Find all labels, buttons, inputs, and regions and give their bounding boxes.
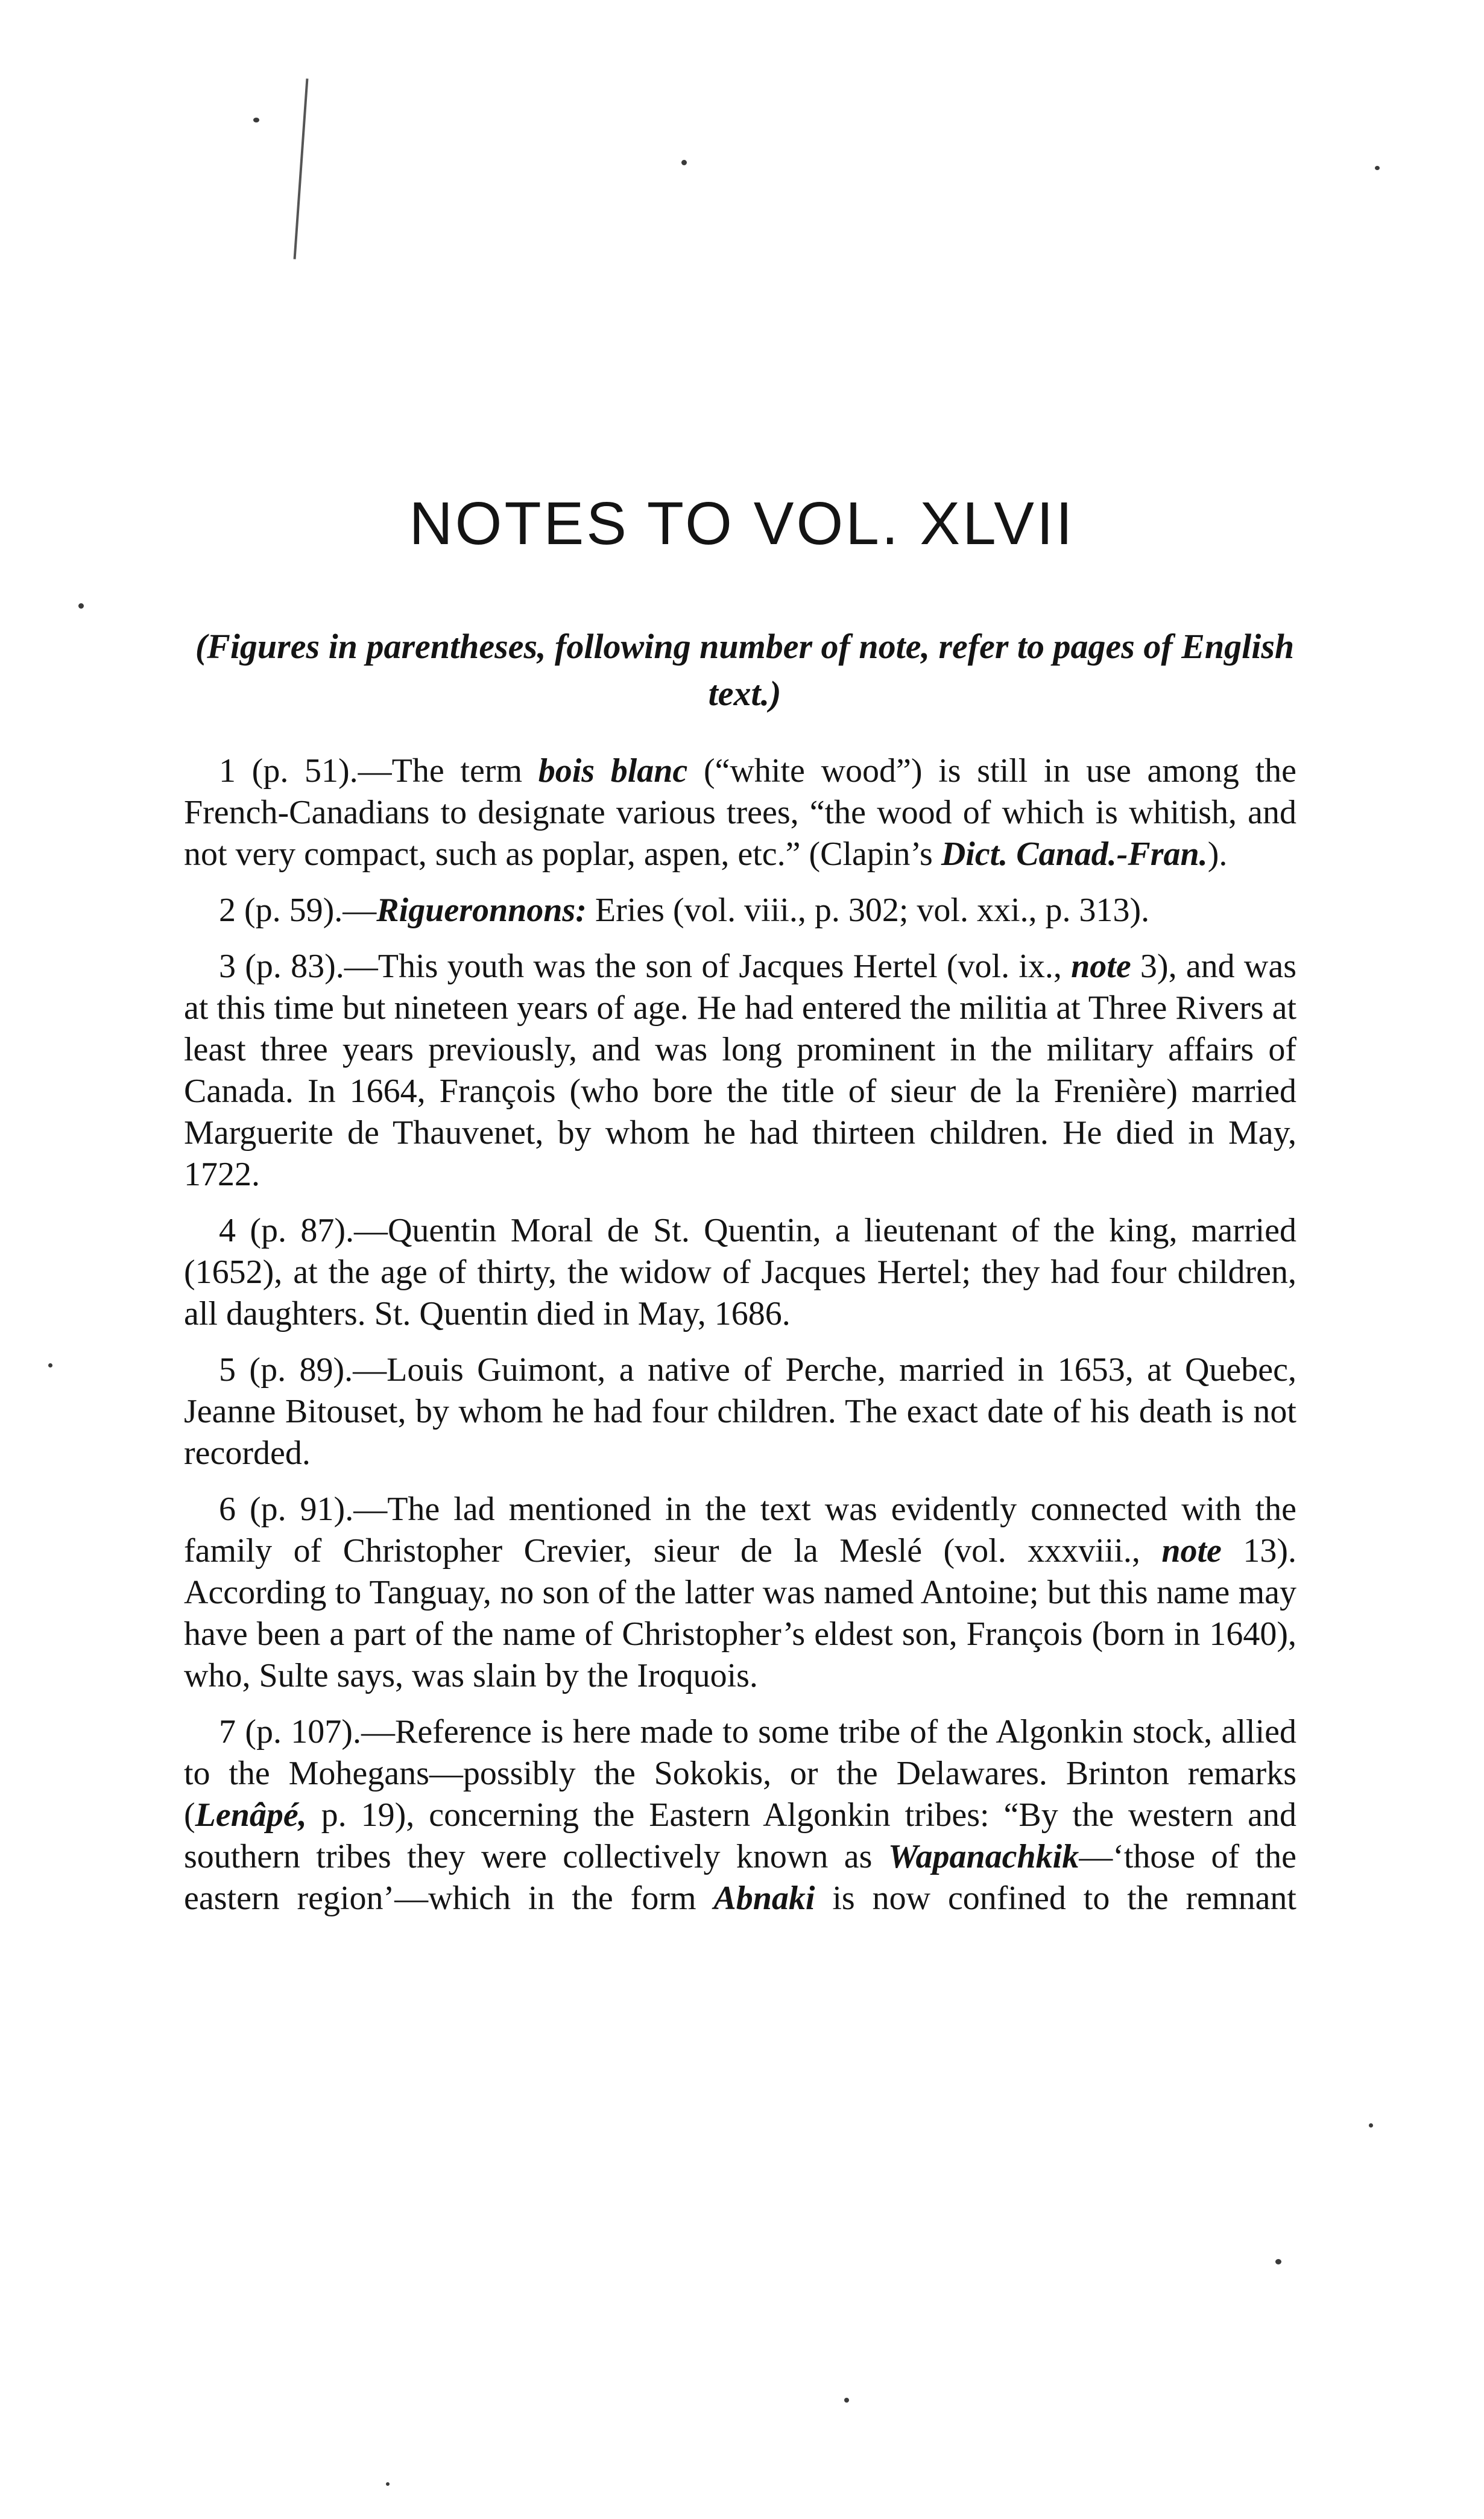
note-text: —‘those of the eastern region’—which in the form [184,1838,1296,1917]
note-text: 13). According to Tanguay, no son of the latter was named Antoine; but this name may have been a part of the name of Christopher’s eldest son, François (born in 1640), who, Sulte says, was slain by the Iroquois. [184,1532,1296,1694]
notes-list [184,750,1296,1934]
scan-speck [253,118,259,122]
note-italic-text: Dict. Canad.-Fran. [941,835,1208,873]
page-title: NOTES TO VOL. XLVII [409,490,1075,557]
note-text: is now confined to the remnant [815,1880,1296,1917]
scan-speck [681,160,687,165]
scan-speck [844,2398,849,2403]
note-number: 2 (p. 59).— [219,892,377,929]
note-paragraph [184,1711,1296,1919]
page-subtitle: (Figures in parentheses, following number of note, refer to pages of English text.) [195,627,1295,713]
note-italic-text: note [1071,948,1131,985]
scan-speck [1375,166,1380,170]
note-paragraph [184,1349,1296,1474]
note-number: 3 (p. 83).— [219,948,378,985]
scan-speck [78,603,84,609]
scan-mark [294,78,309,259]
scan-speck [1369,2123,1373,2128]
scan-speck [1275,2259,1281,2264]
note-number: 6 (p. 91).— [219,1491,388,1528]
note-italic-text: Wapanachkik [888,1838,1079,1875]
note-text: Eries (vol. viii., p. 302; vol. xxi., p. 313). [586,892,1150,929]
note-text: The lad mentioned in the text was evidently connected with the family of Christopher Crevier, sieur de la Meslé (vol. xxxviii., [184,1491,1297,1570]
note-italic-text: Rigueronnons: [376,892,587,929]
note-number: 4 (p. 87).— [219,1212,388,1249]
note-italic-text: Abnaki [713,1880,815,1917]
note-number: 1 (p. 51).— [219,752,392,790]
note-text: Reference is here made to some tribe of the Algonkin stock, allied to the Mohegans—possibly the Sokokis, or the Delawares. Brinton remarks ( [184,1713,1297,1834]
note-text: ). [1207,835,1228,873]
note-text: 3), and was at this time but nineteen years of age. He had entered the militia at Three Rivers at least three years previously, and was long prominent in the military affairs of Canada. In 1664, François (who bore the title of sieur de la Frenière) married Marguerite de Thauvenet, by whom he had thirteen children. He died in May, 1722. [184,948,1297,1193]
note-number: 7 (p. 107).— [219,1713,395,1751]
note-text: This youth was the son of Jacques Hertel (vol. ix., [377,948,1072,985]
scan-speck [386,2482,390,2486]
note-paragraph [184,890,1296,931]
note-italic-text: bois blanc [538,752,688,790]
note-paragraph [184,1210,1296,1335]
note-number: 5 (p. 89).— [219,1351,387,1389]
note-text: (“white wood”) is still in use among the French-Canadians to designate various trees, “the wood of which is whitish, and not very compact, such as poplar, aspen, etc.” (Clapin’s [184,752,1296,873]
note-text: Quentin Moral de St. Quentin, a lieutenant of the king, married (1652), at the age of thirty, the widow of Jacques Hertel; they had four children, all daughters. St. Quentin died in May, 1686. [184,1212,1297,1332]
scan-speck [48,1363,52,1367]
note-paragraph [184,1489,1296,1697]
note-text: Louis Guimont, a native of Perche, married in 1653, at Quebec, Jeanne Bitouset, by whom he had four children. The exact date of his death is not recorded. [184,1351,1296,1472]
note-paragraph [184,750,1296,875]
note-paragraph [184,946,1296,1196]
note-text: p. 19), concerning the Eastern Algonkin tribes: “By the western and southern tribes they were collectively known as [184,1796,1296,1875]
note-text: The term [391,752,538,790]
note-italic-text: Lenâpé, [195,1796,307,1834]
note-italic-text: note [1161,1532,1222,1570]
